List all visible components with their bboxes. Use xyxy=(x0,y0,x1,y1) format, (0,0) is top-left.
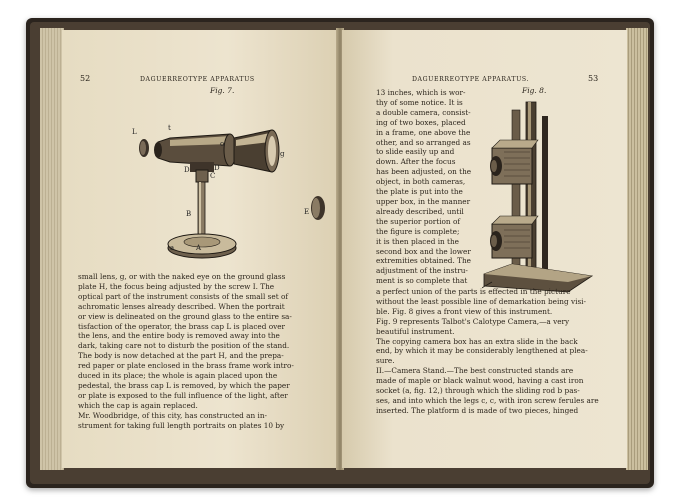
text-line: adjustment of the instru- xyxy=(376,266,468,276)
text-line: already described, until xyxy=(376,206,464,216)
text-line: ment is so complete that xyxy=(376,276,468,286)
text-line: a perfect union of the parts is effected in the picture xyxy=(376,287,571,296)
right-running-head: DAGUERREOTYPE APPARATUS. xyxy=(412,76,530,83)
text-line: extremities obtained. The xyxy=(376,256,471,266)
figure-letter: o xyxy=(220,140,225,148)
text-line: sure. xyxy=(376,356,395,366)
text-line: II.—Camera Stand.—The best constructed stands are xyxy=(376,366,574,376)
left-page-body-text xyxy=(78,272,328,431)
right-page-column-text xyxy=(376,88,482,286)
text-line: strument for taking full length portraits on plates 10 by xyxy=(78,420,285,430)
text-line: or plate is exposed to the full influence of the light, after xyxy=(78,390,288,400)
right-page xyxy=(342,30,627,468)
text-line: down. After the focus xyxy=(376,157,456,167)
text-line: the superior portion of xyxy=(376,216,461,226)
text-line: other, and so arranged as xyxy=(376,137,471,147)
right-page-stack xyxy=(626,28,648,470)
text-line: The body is now detached at the part H, and the prepa- xyxy=(78,351,284,361)
left-running-head: DAGUERREOTYPE APPARATUS xyxy=(140,76,255,83)
text-line: Fig. 9 represents Talbot's Calotype Camera,—a very xyxy=(376,316,570,326)
text-line: has been adjusted, on the xyxy=(376,167,472,177)
text-line: second box and the lower xyxy=(376,246,471,256)
text-line: it is then placed in the xyxy=(376,236,460,246)
left-page xyxy=(62,30,338,468)
left-figure-label: Fig. 7. xyxy=(210,86,235,95)
text-line: 13 inches, which is wor- xyxy=(376,88,466,97)
text-line: the figure is complete; xyxy=(376,226,460,236)
text-line: pedestal, the brass cap L is removed, by which the paper xyxy=(78,380,290,390)
figure-letter: L xyxy=(132,128,137,136)
figure-letter: B xyxy=(186,210,192,218)
text-line: inserted. The platform d is made of two pieces, hinged xyxy=(376,405,579,415)
text-line: which the cap is again replaced. xyxy=(78,400,198,410)
figure-7-microscope-illustration xyxy=(130,90,330,270)
figure-letter: E xyxy=(304,208,310,216)
figure-letter: D xyxy=(214,164,220,172)
figure-letter: a xyxy=(170,244,175,252)
text-line: object, in both cameras, xyxy=(376,177,466,187)
figure-letter: C xyxy=(210,172,216,180)
left-page-number: 52 xyxy=(80,74,91,83)
figure-letter: A xyxy=(196,244,202,252)
text-line: in a frame, one above the xyxy=(376,127,471,137)
figure-8-double-camera-illustration xyxy=(482,96,612,296)
text-line: achromatic lenses already described. When the portrait xyxy=(78,301,285,311)
text-line: red paper or plate enclosed in the brass frame work intro- xyxy=(78,361,294,371)
figure-letter: t xyxy=(168,124,171,132)
right-page-number: 53 xyxy=(588,74,599,83)
text-line: to slide easily up and xyxy=(376,147,455,157)
text-line: ing of two boxes, placed xyxy=(376,117,466,127)
text-line: upper box, in the manner xyxy=(376,196,471,206)
text-line: thy of some notice. It is xyxy=(376,97,463,107)
text-line: The copying camera box has an extra slide in the back xyxy=(376,336,578,346)
text-line: without the least possible line of demarkation being visi- xyxy=(376,296,586,306)
text-line: plate H, the focus being adjusted by the screw I. The xyxy=(78,281,275,291)
text-line: end, by which it may be considerably lengthened at plea- xyxy=(376,346,588,356)
figure-letter: g xyxy=(280,150,285,158)
right-page-body-text xyxy=(376,287,614,416)
right-figure-label: Fig. 8. xyxy=(522,86,547,95)
text-line: socket (a, fig. 12,) through which the sliding rod b pas- xyxy=(376,386,580,396)
text-line: duced in its place; the whole is again placed upon the xyxy=(78,371,278,381)
left-page-stack xyxy=(40,28,64,470)
text-line: small lens, g, or with the naked eye on the ground glass xyxy=(78,272,286,281)
text-line: the lens, and the entire body is removed away into the xyxy=(78,331,280,341)
figure-letter: D xyxy=(184,166,190,174)
text-line: dark, taking care not to disturb the position of the stand. xyxy=(78,341,290,351)
text-line: ses, and into which the legs c, c, with iron screw ferules are xyxy=(376,395,599,405)
text-line: the plate is put into the xyxy=(376,187,463,197)
text-line: a double camera, consist- xyxy=(376,107,471,117)
text-line: optical part of the instrument consists of the small set of xyxy=(78,291,289,301)
text-line: or view is delineated on the ground glass to the entire sa- xyxy=(78,311,292,321)
text-line: beautiful instrument. xyxy=(376,326,455,336)
text-line: ble. Fig. 8 gives a front view of this instrument. xyxy=(376,306,553,316)
text-line: made of maple or black walnut wood, having a cast iron xyxy=(376,376,584,386)
text-line: Mr. Woodbridge, of this city, has constructed an in- xyxy=(78,410,267,420)
text-line: tisfaction of the operator, the brass cap L is placed over xyxy=(78,321,286,331)
